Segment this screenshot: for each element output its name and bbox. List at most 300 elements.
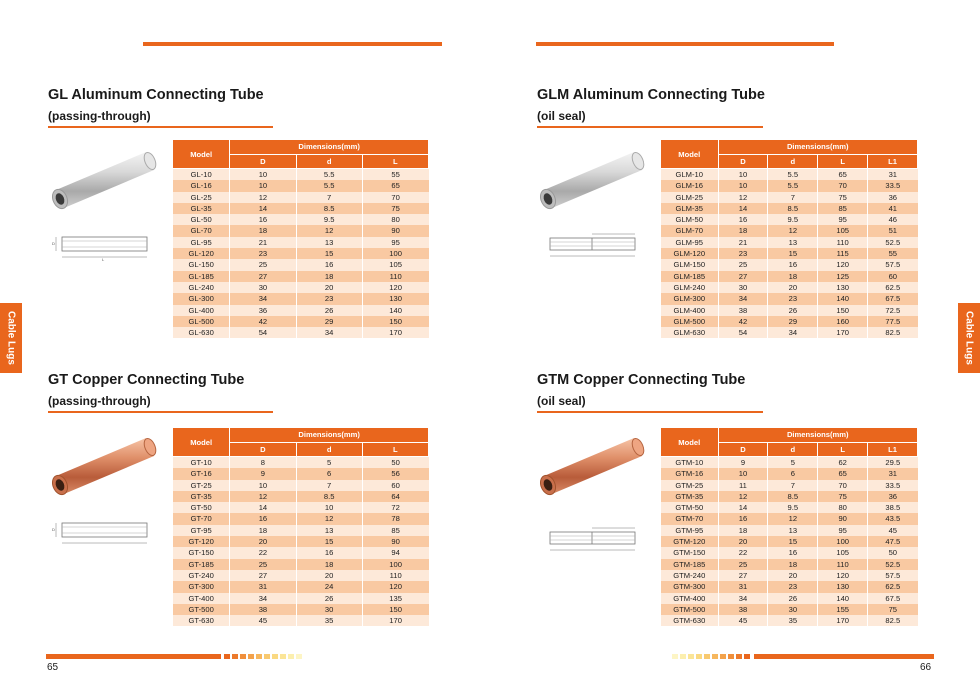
dimension-cell: 100 [362, 248, 428, 259]
dimension-cell: 5.5 [296, 180, 362, 191]
dimension-cell: 36 [230, 305, 296, 316]
dimension-cell: 14 [230, 203, 296, 214]
table-row [173, 271, 429, 282]
dimension-cell: 12 [768, 513, 818, 524]
top-accent-bar-left [143, 42, 442, 46]
dimension-cell: 46 [868, 214, 918, 225]
dimension-cell: 25 [718, 259, 768, 270]
dimension-cell: 170 [818, 615, 868, 626]
top-accent-bar-right [536, 42, 834, 46]
dimension-cell: 170 [818, 327, 868, 338]
dimension-cell: 27 [230, 271, 296, 282]
dimensions-header: Dimensions(mm) [718, 428, 917, 443]
column-header: d [296, 443, 362, 457]
model-cell: GL-35 [173, 203, 230, 214]
dimension-cell: 95 [818, 525, 868, 536]
model-cell: GTM-400 [661, 593, 719, 604]
dimension-cell: 170 [362, 615, 428, 626]
svg-text:D: D [52, 241, 55, 246]
dimension-cell: 160 [818, 316, 868, 327]
section-subtitle-gt: (passing-through) [48, 394, 151, 408]
dimension-cell: 34 [718, 293, 768, 304]
dimension-cell: 80 [818, 502, 868, 513]
model-header: Model [173, 140, 230, 169]
dimension-cell: 18 [230, 525, 296, 536]
dimension-cell: 35 [768, 615, 818, 626]
dimension-cell: 23 [718, 248, 768, 259]
dimension-cell: 55 [868, 248, 918, 259]
dimension-cell: 20 [768, 282, 818, 293]
dimension-cell: 78 [362, 513, 428, 524]
dimension-cell: 105 [362, 259, 428, 270]
dimension-cell: 5.5 [296, 169, 362, 181]
model-cell: GL-240 [173, 282, 230, 293]
dimension-cell: 42 [230, 316, 296, 327]
model-cell: GLM-185 [661, 271, 719, 282]
dimension-cell: 100 [818, 536, 868, 547]
dimension-cell: 8.5 [296, 491, 362, 502]
model-cell: GL-95 [173, 237, 230, 248]
footer-bar-left [46, 654, 221, 659]
column-header: L [818, 443, 868, 457]
dimension-cell: 18 [718, 525, 768, 536]
model-cell: GTM-25 [661, 480, 719, 491]
dimension-cell: 110 [362, 271, 428, 282]
model-cell: GL-630 [173, 327, 230, 338]
column-header: d [296, 155, 362, 169]
model-cell: GLM-95 [661, 237, 719, 248]
dimension-cell: 36 [868, 491, 918, 502]
dimension-cell: 26 [768, 593, 818, 604]
dimension-cell: 67.5 [868, 593, 918, 604]
dimension-cell: 62.5 [868, 282, 918, 293]
table-row [173, 237, 429, 248]
table-row [661, 457, 918, 469]
dimension-cell: 54 [718, 327, 768, 338]
technical-drawing-gl [52, 232, 152, 262]
model-cell: GLM-10 [661, 169, 719, 181]
dimension-cell: 60 [362, 480, 428, 491]
dimension-cell: 45 [868, 525, 918, 536]
title-underline-gtm [537, 411, 763, 413]
dimension-cell: 10 [296, 502, 362, 513]
dimension-cell: 72.5 [868, 305, 918, 316]
dimension-cell: 90 [818, 513, 868, 524]
dimension-cell: 57.5 [868, 259, 918, 270]
dimension-cell: 12 [230, 491, 296, 502]
dimension-cell: 26 [768, 305, 818, 316]
dimension-cell: 20 [230, 536, 296, 547]
model-cell: GTM-120 [661, 536, 719, 547]
side-tab-left [0, 303, 22, 373]
dimension-cell: 82.5 [868, 327, 918, 338]
section-title-gtm: GTM Copper Connecting Tube [537, 372, 746, 388]
dimension-cell: 94 [362, 547, 428, 558]
dimension-cell: 18 [230, 225, 296, 236]
dimension-cell: 34 [768, 327, 818, 338]
dimension-cell: 25 [718, 559, 768, 570]
dimension-cell: 5.5 [768, 169, 818, 181]
model-header: Model [661, 140, 719, 169]
side-tab-right [958, 303, 980, 373]
dimension-cell: 14 [718, 502, 768, 513]
model-cell: GTM-70 [661, 513, 719, 524]
dimension-cell: 75 [818, 491, 868, 502]
dimension-cell: 20 [296, 570, 362, 581]
dimension-cell: 5 [296, 457, 362, 469]
dimension-cell: 130 [818, 282, 868, 293]
dimension-cell: 62 [818, 457, 868, 469]
table-row [173, 259, 429, 270]
dimension-cell: 35 [296, 615, 362, 626]
dimension-cell: 9.5 [768, 214, 818, 225]
dimension-cell: 41 [868, 203, 918, 214]
dimension-cell: 64 [362, 491, 428, 502]
dimension-cell: 9 [718, 457, 768, 469]
model-cell: GT-500 [173, 604, 230, 615]
dimension-cell: 52.5 [868, 237, 918, 248]
table-row [173, 293, 429, 304]
dimension-cell: 70 [362, 192, 428, 203]
table-row [173, 480, 429, 491]
column-header: L1 [868, 443, 918, 457]
dimension-cell: 15 [296, 536, 362, 547]
table-row [661, 480, 918, 491]
model-cell: GTM-300 [661, 581, 719, 592]
dimension-cell: 12 [296, 513, 362, 524]
table-row [661, 180, 918, 191]
copper-tube-image [50, 436, 160, 496]
dimension-cell: 110 [362, 570, 428, 581]
table-row [661, 203, 918, 214]
dimension-cell: 62.5 [868, 581, 918, 592]
dimension-cell: 29 [296, 316, 362, 327]
model-cell: GT-300 [173, 581, 230, 592]
dimension-cell: 12 [768, 225, 818, 236]
technical-drawing-glm [540, 232, 640, 262]
table-row [173, 491, 429, 502]
dimension-cell: 72 [362, 502, 428, 513]
model-cell: GLM-120 [661, 248, 719, 259]
table-row [173, 593, 429, 604]
table-row [173, 513, 429, 524]
model-cell: GTM-50 [661, 502, 719, 513]
dimension-cell: 18 [296, 559, 362, 570]
table-row [173, 457, 429, 469]
table-row [661, 192, 918, 203]
dimension-cell: 31 [868, 468, 918, 479]
dimension-cell: 20 [296, 282, 362, 293]
model-cell: GT-185 [173, 559, 230, 570]
column-header: d [768, 155, 818, 169]
dimension-cell: 85 [818, 203, 868, 214]
dimension-cell: 130 [818, 581, 868, 592]
table-row [661, 316, 918, 327]
dimension-cell: 90 [362, 225, 428, 236]
dimension-cell: 16 [230, 513, 296, 524]
dimension-cell: 7 [768, 480, 818, 491]
dimension-cell: 75 [818, 192, 868, 203]
table-row [173, 180, 429, 191]
table-row [173, 570, 429, 581]
dimension-cell: 75 [362, 203, 428, 214]
table-row [173, 282, 429, 293]
dimension-cell: 16 [768, 547, 818, 558]
table-row [173, 225, 429, 236]
model-cell: GLM-25 [661, 192, 719, 203]
dimension-cell: 30 [768, 604, 818, 615]
section-subtitle-gl: (passing-through) [48, 109, 151, 123]
dimension-cell: 31 [718, 581, 768, 592]
dimension-cell: 38.5 [868, 502, 918, 513]
model-cell: GT-95 [173, 525, 230, 536]
table-row [661, 468, 918, 479]
model-cell: GLM-35 [661, 203, 719, 214]
technical-drawing-gt [52, 518, 152, 548]
model-cell: GL-120 [173, 248, 230, 259]
dimension-cell: 18 [768, 559, 818, 570]
dimension-cell: 8.5 [768, 491, 818, 502]
dimension-cell: 45 [718, 615, 768, 626]
dimensions-header: Dimensions(mm) [230, 428, 429, 443]
model-cell: GL-16 [173, 180, 230, 191]
model-cell: GL-10 [173, 169, 230, 181]
table-row [173, 327, 429, 338]
column-header: L [362, 155, 428, 169]
spec-table-gl [172, 139, 429, 338]
dimension-cell: 90 [362, 536, 428, 547]
dimension-cell: 9 [230, 468, 296, 479]
spec-table-gt [172, 427, 429, 626]
dimension-cell: 57.5 [868, 570, 918, 581]
dimension-cell: 15 [768, 248, 818, 259]
model-cell: GT-70 [173, 513, 230, 524]
dimension-cell: 13 [296, 525, 362, 536]
dimension-cell: 38 [718, 305, 768, 316]
dimension-cell: 23 [230, 248, 296, 259]
dimension-cell: 16 [296, 547, 362, 558]
dimension-cell: 140 [362, 305, 428, 316]
dimension-cell: 23 [768, 581, 818, 592]
table-row [661, 581, 918, 592]
aluminum-tube-image [50, 150, 160, 210]
dimension-cell: 170 [362, 327, 428, 338]
dimension-cell: 7 [296, 192, 362, 203]
page-number-right: 66 [920, 662, 932, 673]
dimension-cell: 18 [718, 225, 768, 236]
dimension-cell: 16 [718, 214, 768, 225]
dimension-cell: 120 [818, 259, 868, 270]
dimension-cell: 9.5 [296, 214, 362, 225]
dimension-cell: 34 [230, 293, 296, 304]
model-cell: GTM-16 [661, 468, 719, 479]
dimension-cell: 8.5 [296, 203, 362, 214]
table-row [661, 604, 918, 615]
model-cell: GLM-630 [661, 327, 719, 338]
model-cell: GTM-240 [661, 570, 719, 581]
dimension-cell: 50 [362, 457, 428, 469]
dimension-cell: 105 [818, 547, 868, 558]
model-cell: GT-120 [173, 536, 230, 547]
copper-tube-image [538, 436, 648, 496]
dimension-cell: 43.5 [868, 513, 918, 524]
table-row [661, 593, 918, 604]
dimension-cell: 36 [868, 192, 918, 203]
table-row [661, 559, 918, 570]
dimension-cell: 10 [718, 180, 768, 191]
dimension-cell: 31 [868, 169, 918, 181]
table-row [173, 305, 429, 316]
model-cell: GL-50 [173, 214, 230, 225]
table-row [173, 248, 429, 259]
table-row [661, 271, 918, 282]
section-title-gl: GL Aluminum Connecting Tube [48, 87, 264, 103]
dimension-cell: 23 [768, 293, 818, 304]
title-underline-gt [48, 411, 273, 413]
dimension-cell: 26 [296, 305, 362, 316]
model-cell: GTM-95 [661, 525, 719, 536]
dimension-cell: 15 [296, 248, 362, 259]
dimension-cell: 130 [362, 293, 428, 304]
model-cell: GTM-500 [661, 604, 719, 615]
dimension-cell: 80 [362, 214, 428, 225]
dimension-cell: 20 [768, 570, 818, 581]
model-cell: GTM-185 [661, 559, 719, 570]
model-cell: GTM-35 [661, 491, 719, 502]
dimension-cell: 11 [718, 480, 768, 491]
dimension-cell: 33.5 [868, 180, 918, 191]
table-row [661, 225, 918, 236]
footer-dots-left [224, 654, 302, 659]
dimension-cell: 70 [818, 180, 868, 191]
model-cell: GL-185 [173, 271, 230, 282]
table-row [173, 214, 429, 225]
model-cell: GLM-16 [661, 180, 719, 191]
model-header: Model [661, 428, 719, 457]
table-row [661, 293, 918, 304]
dimension-cell: 13 [768, 525, 818, 536]
dimension-cell: 22 [718, 547, 768, 558]
model-cell: GLM-300 [661, 293, 719, 304]
dimension-cell: 105 [818, 225, 868, 236]
table-row [661, 248, 918, 259]
dimension-cell: 5 [768, 457, 818, 469]
dimension-cell: 26 [296, 593, 362, 604]
technical-drawing-gtm [540, 526, 640, 556]
dimension-cell: 125 [818, 271, 868, 282]
model-cell: GL-25 [173, 192, 230, 203]
dimension-cell: 21 [718, 237, 768, 248]
dimension-cell: 135 [362, 593, 428, 604]
dimension-cell: 6 [768, 468, 818, 479]
table-row [173, 316, 429, 327]
section-subtitle-glm: (oil seal) [537, 109, 586, 123]
table-row [661, 502, 918, 513]
dimension-cell: 140 [818, 593, 868, 604]
dimension-cell: 51 [868, 225, 918, 236]
table-row [173, 604, 429, 615]
model-cell: GLM-50 [661, 214, 719, 225]
dimension-cell: 5.5 [768, 180, 818, 191]
page-number-left: 65 [47, 662, 59, 673]
dimension-cell: 65 [362, 180, 428, 191]
dimension-cell: 8.5 [768, 203, 818, 214]
model-cell: GT-25 [173, 480, 230, 491]
table-row [661, 237, 918, 248]
dimension-cell: 7 [296, 480, 362, 491]
section-title-glm: GLM Aluminum Connecting Tube [537, 87, 765, 103]
dimension-cell: 29.5 [868, 457, 918, 469]
table-row [173, 203, 429, 214]
dimension-cell: 120 [362, 282, 428, 293]
dimension-cell: 10 [230, 480, 296, 491]
column-header: L [818, 155, 868, 169]
dimension-cell: 23 [296, 293, 362, 304]
dimension-cell: 150 [362, 604, 428, 615]
dimension-cell: 34 [230, 593, 296, 604]
column-header: D [230, 155, 296, 169]
model-header: Model [173, 428, 230, 457]
title-underline-glm [537, 126, 763, 128]
dimension-cell: 9.5 [768, 502, 818, 513]
dimension-cell: 38 [718, 604, 768, 615]
section-title-gt: GT Copper Connecting Tube [48, 372, 245, 388]
dimension-cell: 7 [768, 192, 818, 203]
table-row [661, 513, 918, 524]
model-cell: GL-500 [173, 316, 230, 327]
svg-text:D: D [52, 527, 55, 532]
table-row [661, 547, 918, 558]
dimension-cell: 30 [230, 282, 296, 293]
dimension-cell: 56 [362, 468, 428, 479]
dimension-cell: 18 [296, 271, 362, 282]
column-header: d [768, 443, 818, 457]
table-row [661, 282, 918, 293]
model-cell: GT-240 [173, 570, 230, 581]
dimension-cell: 12 [718, 192, 768, 203]
model-cell: GT-150 [173, 547, 230, 558]
dimension-cell: 42 [718, 316, 768, 327]
dimension-cell: 27 [230, 570, 296, 581]
dimension-cell: 115 [818, 248, 868, 259]
dimension-cell: 13 [768, 237, 818, 248]
dimension-cell: 16 [296, 259, 362, 270]
model-cell: GT-35 [173, 491, 230, 502]
dimension-cell: 24 [296, 581, 362, 592]
dimension-cell: 67.5 [868, 293, 918, 304]
dimensions-header: Dimensions(mm) [718, 140, 917, 155]
dimension-cell: 110 [818, 559, 868, 570]
dimension-cell: 20 [718, 536, 768, 547]
table-row [173, 502, 429, 513]
dimension-cell: 140 [818, 293, 868, 304]
dimension-cell: 60 [868, 271, 918, 282]
model-cell: GTM-10 [661, 457, 719, 469]
table-row [173, 581, 429, 592]
dimension-cell: 31 [230, 581, 296, 592]
column-header: L1 [868, 155, 918, 169]
dimension-cell: 54 [230, 327, 296, 338]
dimension-cell: 70 [818, 480, 868, 491]
dimension-cell: 16 [768, 259, 818, 270]
table-row [173, 559, 429, 570]
dimension-cell: 18 [768, 271, 818, 282]
table-row [173, 615, 429, 626]
dimension-cell: 45 [230, 615, 296, 626]
dimension-cell: 65 [818, 468, 868, 479]
side-tab-label: Cable Lugs [963, 311, 975, 365]
table-row [661, 536, 918, 547]
